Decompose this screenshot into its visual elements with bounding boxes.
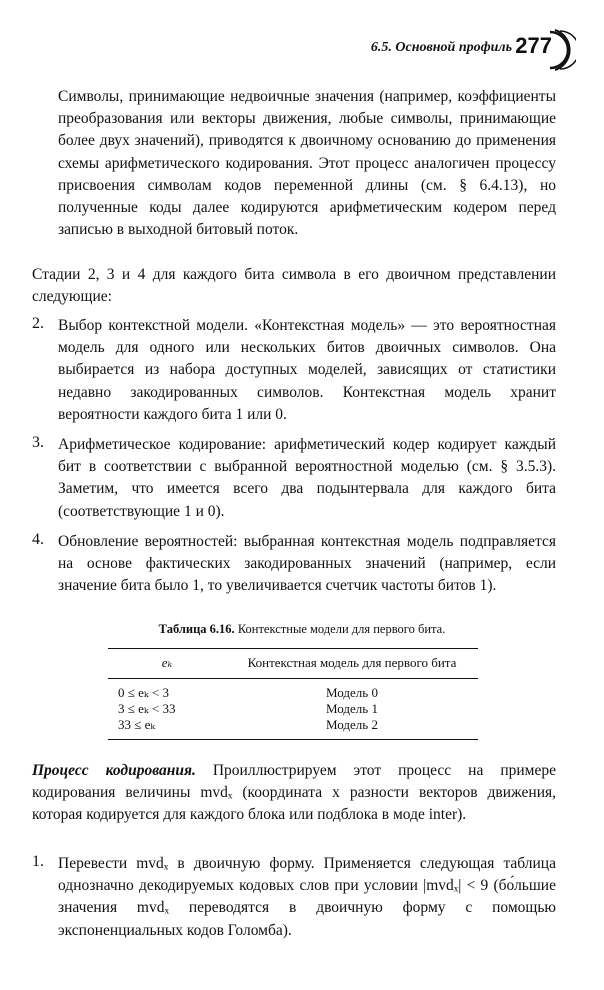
table-header-row <box>108 649 478 679</box>
table-row <box>108 701 478 717</box>
table-cell-model: Модель 0 <box>326 685 378 700</box>
table-caption-text: Контекстные модели для первого бита. <box>237 622 446 636</box>
list-item-number: 3. <box>32 434 44 452</box>
list-item-text: Перевести mvdₓ в двоичную форму. Применяется следующая таблица однозначно декодируемых кодовых слов при условии |mvdₓ| < 9 (бо́льшие значения mvdₓ переводятся в двоичную форму с помощью экспоненциальных кодов Голомба). <box>58 855 556 939</box>
list-item-number: 4. <box>32 530 44 548</box>
table-header-ek: eₖ <box>108 649 226 679</box>
table-cell-condition: 33 ≤ eₖ <box>108 717 226 740</box>
table-caption <box>0 622 604 637</box>
list-item-text: Обновление вероятностей: выбранная контекстная модель подправляется на основе фактических закодированных значений (например, если значение бита было 1, то увеличивается счетчик частоты битов 1). <box>58 532 556 595</box>
list-item-text: Выбор контекстной модели. «Контекстная модель» — это вероятностная модель для одного или нескольких битов двоичных символов. Она выбирается из набора доступных моделей, зависящих от статистики недавно закодированных символов. Контекстная модель хранит вероятности каждого бита 1 или 0. <box>58 317 556 423</box>
table-caption-label: Таблица 6.16. <box>158 622 235 636</box>
page-header <box>0 30 604 70</box>
encoding-process-text: Проиллюстрируем этот процесс на примере кодирования величины mvdₓ (координата x разности векторов движения, которая кодируется для каждого блока или подблока в моде inter). <box>32 762 556 824</box>
table-cell-condition: 3 ≤ eₖ < 33 <box>118 701 176 716</box>
table-row <box>108 679 478 702</box>
list-item <box>32 853 556 942</box>
table-cell-model: Модель 2 <box>226 717 478 740</box>
page-number-arc-ornament <box>536 28 576 72</box>
list-item-number: 1. <box>32 853 44 870</box>
encoding-steps-list <box>32 853 556 942</box>
list-item <box>32 531 556 598</box>
table-header-model: Контекстная модель для первого бита <box>226 649 478 679</box>
paragraph-stages-intro: Стадии 2, 3 и 4 для каждого бита символа в его двоичном представлении следующие: <box>32 266 556 306</box>
list-item <box>32 434 556 523</box>
paragraph-encoding-process <box>32 760 556 827</box>
context-models-table <box>108 648 478 740</box>
page-number: 277 <box>515 33 552 58</box>
table-cell-model: Модель 1 <box>326 701 378 716</box>
paragraph-nonbinary-symbols: Символы, принимающие недвоичные значения (например, коэффициенты преобразования или векторы движения, любые символы, принимающие более двух значений), приводятся к двоичному основанию до применения схемы арифметического кодирования. Этот процесс аналогичен процессу присвоения символам кодов переменной длины (см. § 6.4.13), но полученные коды далее кодируются арифметическим кодером перед записью в выходной битовый поток. <box>58 88 556 239</box>
table-row <box>108 717 478 740</box>
stages-list <box>32 315 556 597</box>
list-item-number: 2. <box>32 315 44 332</box>
section-heading-encoding-process: Процесс кодирования. <box>32 762 196 779</box>
list-item <box>32 315 556 426</box>
list-item-text: Арифметическое кодирование: арифметический кодер кодирует каждый бит в соответствии с выбранной вероятностной моделью (см. § 3.5.3). Заметим, что имеется всего два подынтервала для каждого бита (соответствующие 1 и 0). <box>58 436 556 520</box>
running-head: 6.5. Основной профиль <box>370 40 512 55</box>
table-cell-condition: 0 ≤ eₖ < 3 <box>118 685 169 700</box>
